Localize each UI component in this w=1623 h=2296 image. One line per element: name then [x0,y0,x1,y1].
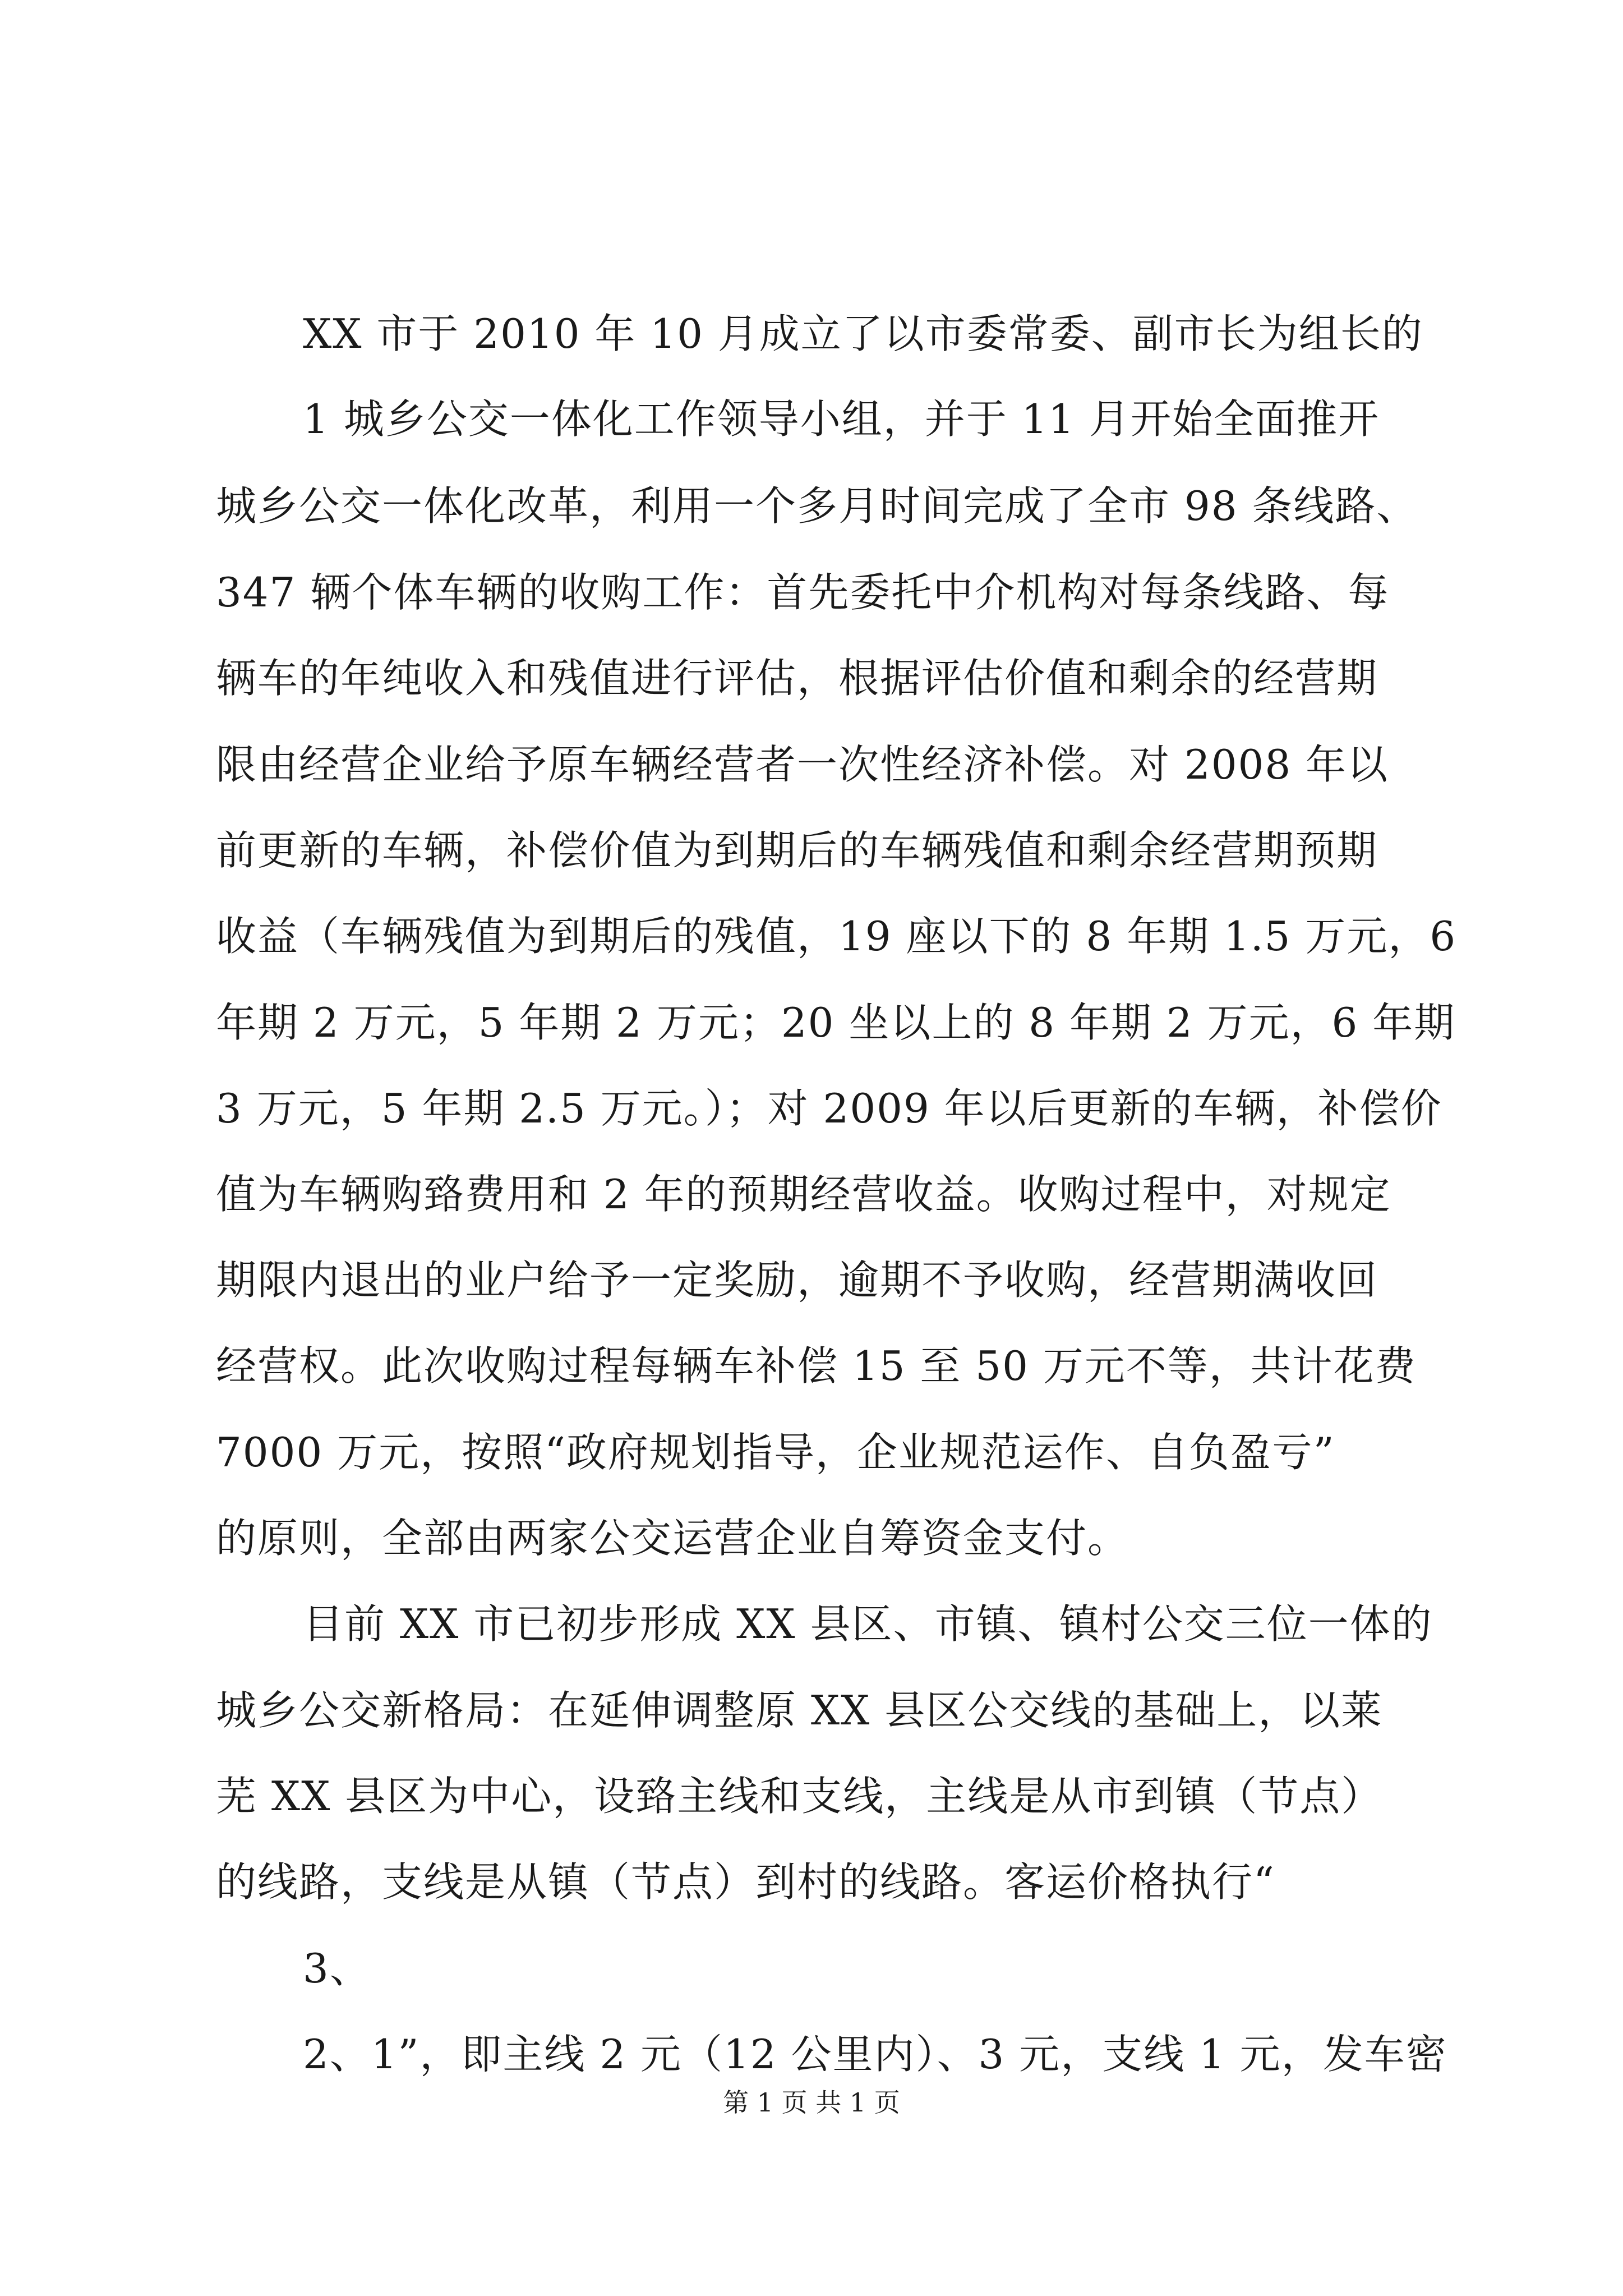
text-line: 的原则，全部由两家公交运营企业自筹资金支付。 [216,1515,1129,1562]
text-line: 前更新的车辆，补偿价值为到期后的车辆残值和剩余经营期预期 [216,827,1378,874]
text-line: 收益（车辆残值为到期后的残值，19 座以下的 8 年期 1.5 万元，6 [216,913,1457,960]
text-line: 的线路，支线是从镇（节点）到村的线路。客运价格执行“ [216,1858,1275,1906]
text-line: XX 市于 2010 年 10 月成立了以市委常委、副市长为组长的 [303,310,1423,357]
text-line: 1 城乡公交一体化工作领导小组，并于 11 月开始全面推开 [303,395,1380,443]
text-line: 目前 XX 市已初步形成 XX 县区、市镇、镇村公交三位一体的 [303,1600,1433,1648]
text-line: 城乡公交一体化改革，利用一个多月时间完成了全市 98 条线路、 [216,482,1418,530]
text-line: 芜 XX 县区为中心，设臵主线和支线，主线是从市到镇（节点） [216,1773,1383,1820]
text-line: 限由经营企业给予原车辆经营者一次性经济补偿。对 2008 年以 [216,741,1389,788]
text-line: 3 万元，5 年期 2.5 万元。）；对 2009 年以后更新的车辆，补偿价 [216,1085,1442,1132]
text-line: 期限内退出的业户给予一定奖励，逾期不予收购，经营期满收回 [216,1257,1378,1304]
text-line: 经营权。此次收购过程每辆车补偿 15 至 50 万元不等，共计花费 [216,1342,1417,1389]
text-line: 城乡公交新格局：在延伸调整原 XX 县区公交线的基础上，以莱 [216,1687,1383,1734]
text-line: 347 辆个体车辆的收购工作：首先委托中介机构对每条线路、每 [216,569,1390,616]
text-line: 年期 2 万元，5 年期 2 万元；20 坐以上的 8 年期 2 万元，6 年期 [216,999,1456,1046]
text-line: 7000 万元，按照“政府规划指导，企业规范运作、自负盈亏” [216,1429,1335,1476]
text-line: 2、1”，即主线 2 元（12 公里内）、3 元，支线 1 元，发车密 [303,2031,1447,2078]
text-line: 值为车辆购臵费用和 2 年的预期经营收益。收购过程中，对规定 [216,1171,1391,1218]
page-number-footer: 第 1 页 共 1 页 [723,2087,900,2118]
text-line: 3、 [303,1945,371,1992]
text-line: 辆车的年纯收入和残值进行评估，根据评估价值和剩余的经营期 [216,655,1378,702]
